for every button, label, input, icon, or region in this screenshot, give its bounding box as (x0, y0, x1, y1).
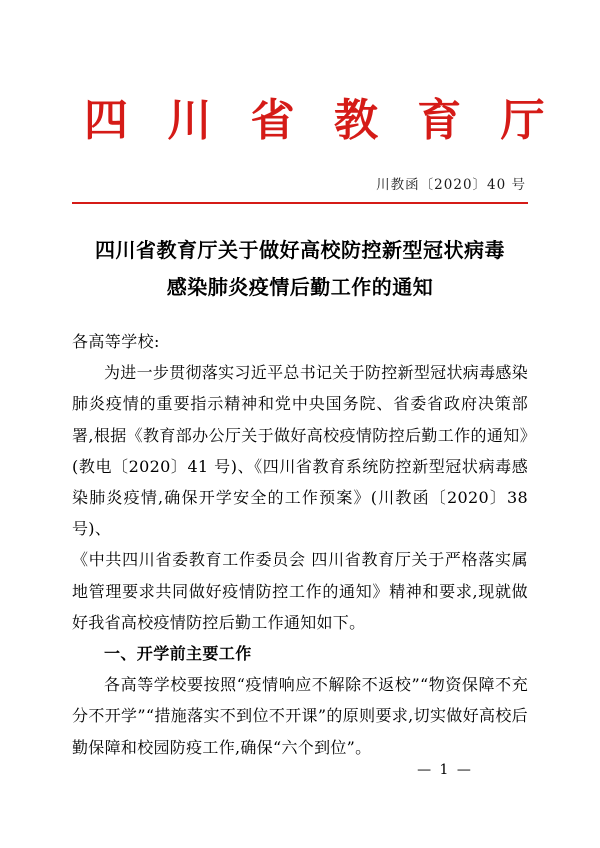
document-body (72, 326, 528, 763)
document-title (72, 232, 528, 306)
salutation: 各高等学校: (72, 332, 160, 352)
body-paragraph-1: 为进一步贯彻落实习近平总书记关于防控新型冠状病毒感染肺炎疫情的重要指示精神和党中央国务院、省委省政府决策部署,根据《教育部办公厅关于做好高校疫情防控后勤工作的通知》(教电〔2020〕41 号)、《四川省教育系统防控新型冠状病毒感染肺炎疫情,确保开学安全的工作预案》(川教函〔2020〕38 号)、 (72, 363, 528, 539)
body-paragraph-1-continued: 《中共四川省委教育工作委员会 四川省教育厅关于严格落实属地管理要求共同做好疫情防控工作的通知》精神和要求,现就做好我省高校疫情防控后勤工作通知如下。 (72, 550, 528, 632)
section-heading-1: 一、开学前主要工作 (104, 643, 252, 663)
page-number-value: — 1 — (417, 762, 473, 778)
document-title-line-2: 感染肺炎疫情后勤工作的通知 (166, 275, 434, 300)
page-number (0, 762, 600, 778)
document-number-row (72, 173, 528, 193)
masthead (72, 95, 557, 147)
document-content-area (72, 0, 557, 848)
red-separator-rule (72, 202, 528, 205)
document-number: 川教函〔2020〕40 号 (376, 176, 526, 193)
body-paragraph-2: 各高等学校要按照“疫情响应不解除不返校”“物资保障不充分不开学”“措施落实不到位不开课”的原则要求,切实做好高校后勤保障和校园防疫工作,确保“六个到位”。 (72, 675, 528, 757)
issuing-authority-title: 四 川 省 教 育 厅 (84, 95, 557, 146)
document-title-line-1: 四川省教育厅关于做好高校防控新型冠状病毒 (95, 238, 505, 263)
